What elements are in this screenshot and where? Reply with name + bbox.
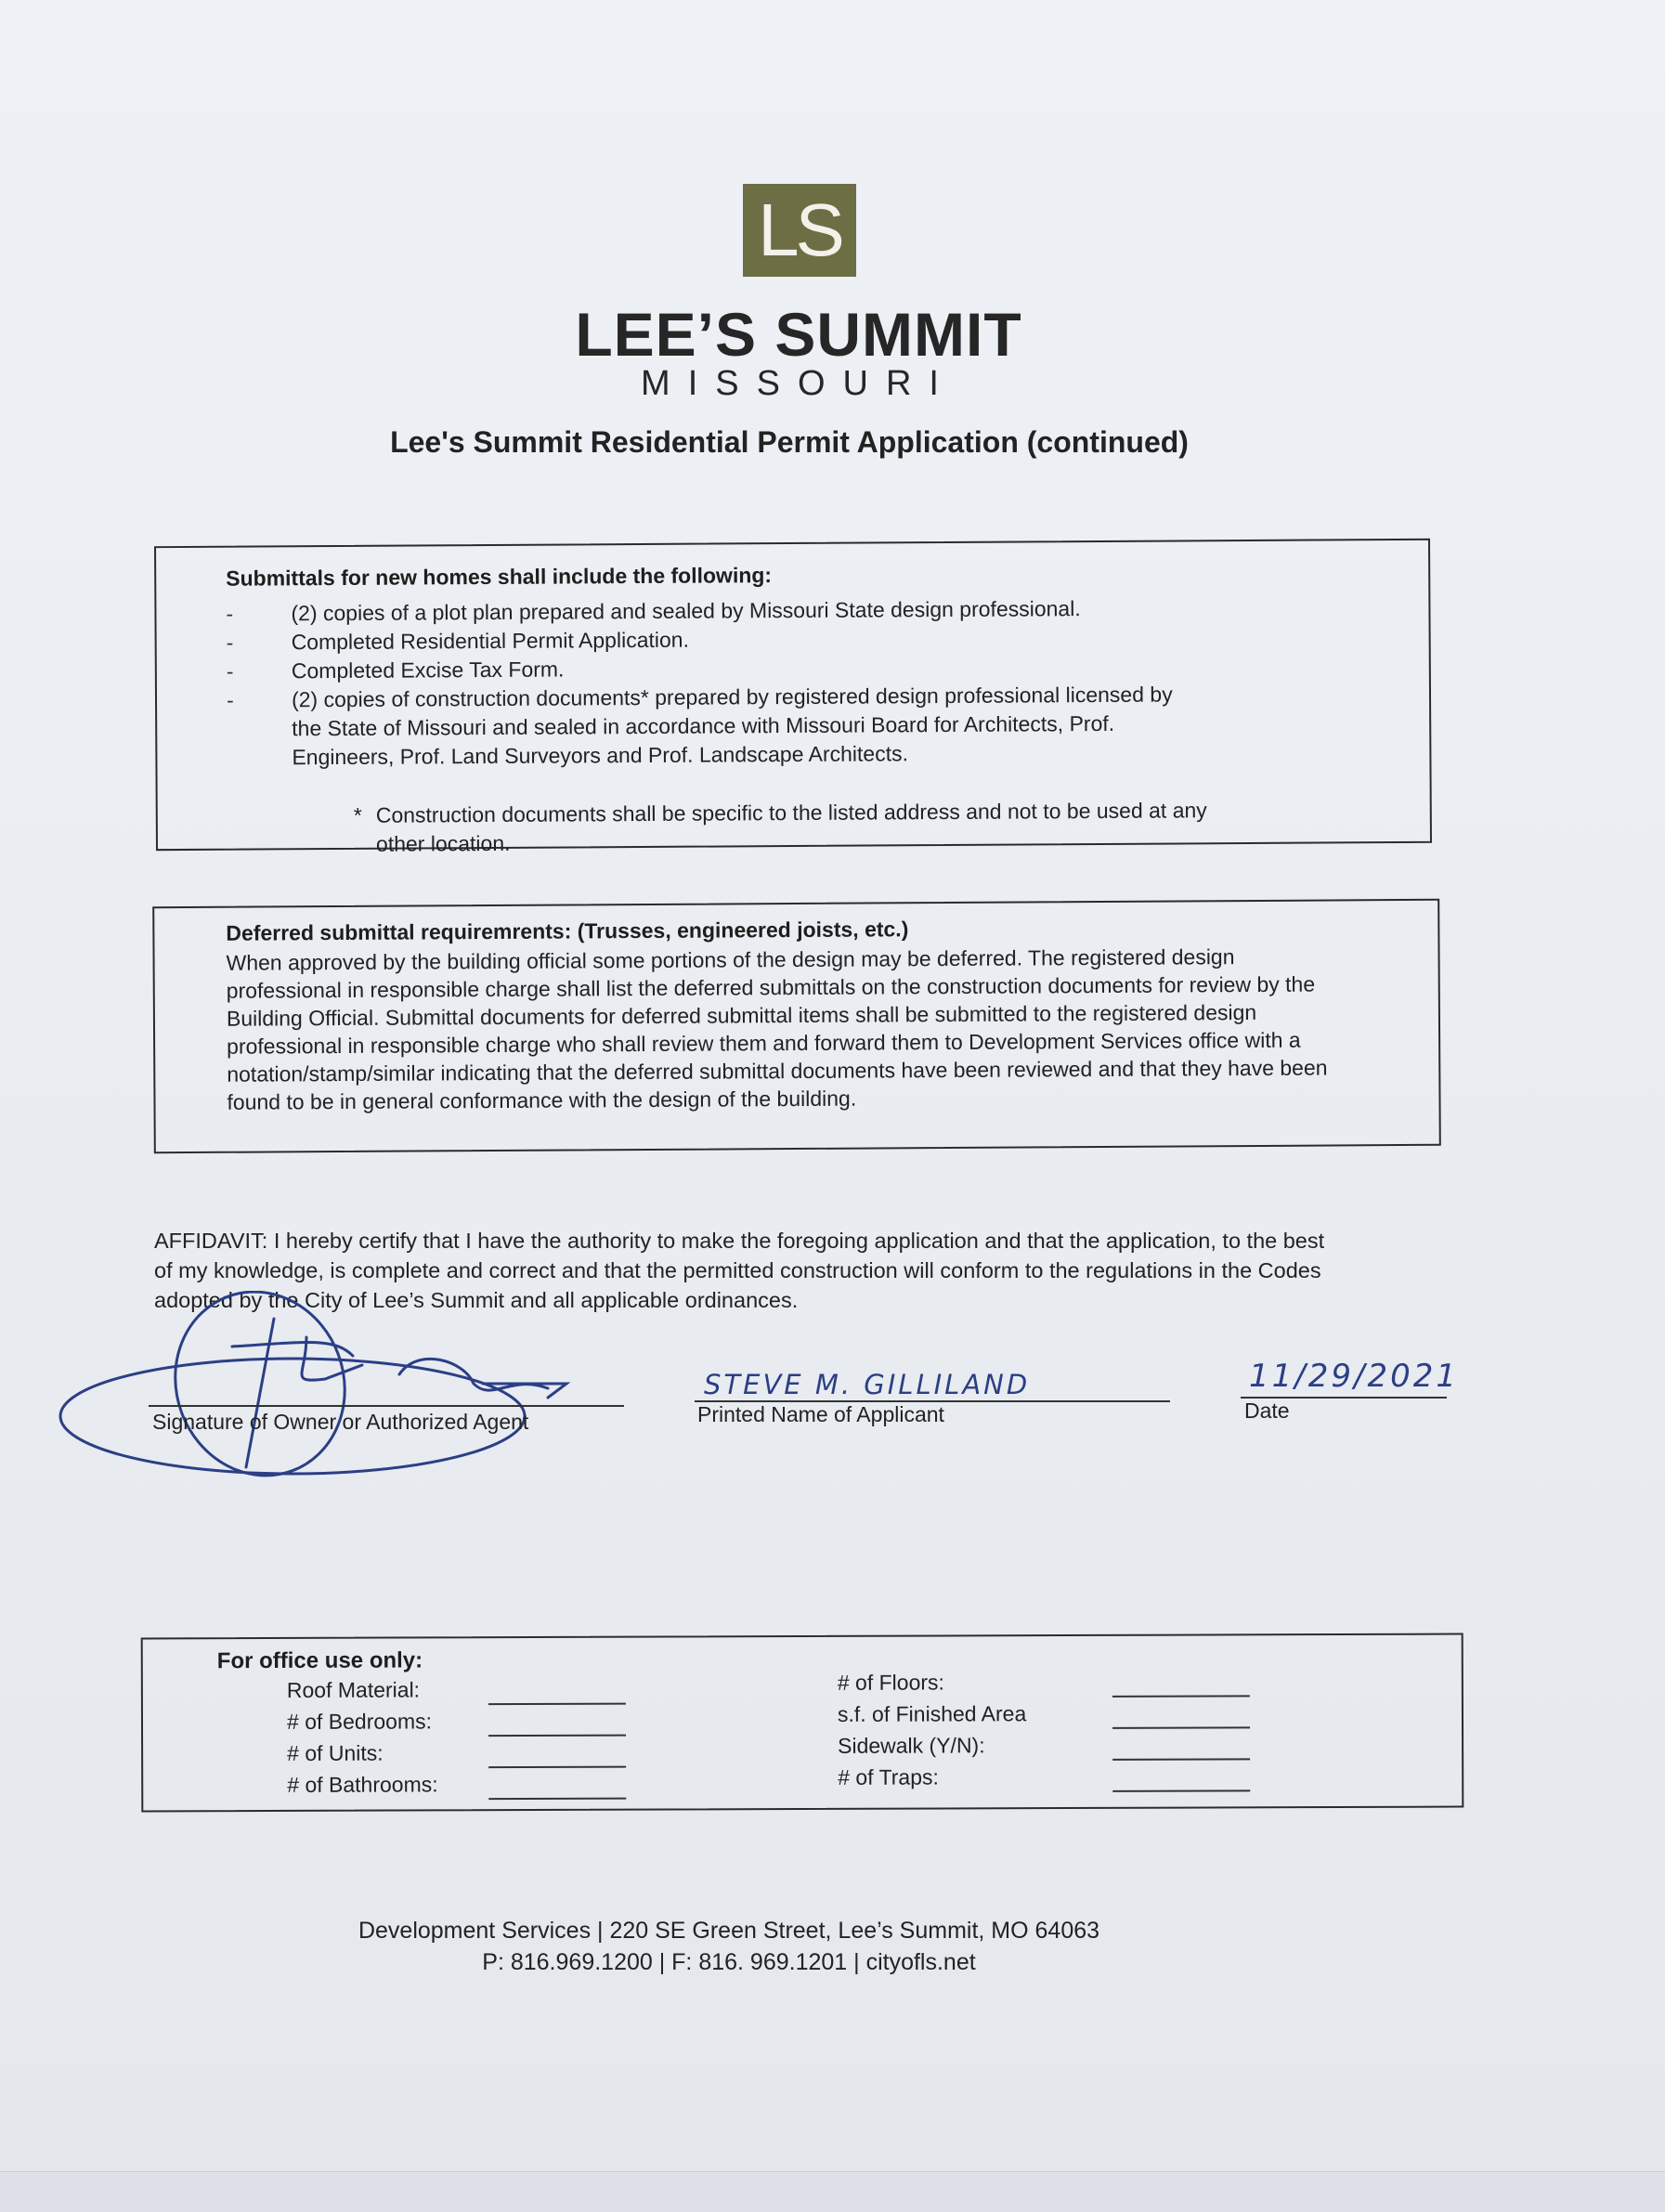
city-name: LEE’S SUMMIT [575,300,1022,369]
deferred-text: When approved by the building official some portions of the design may be deferred. The registered design professional in responsible charge shall list the deferred submittals on the construction documents for review by the Building Official. Submittal documents for deferred submittal items shall be submitted to the registered design professional in responsible charge who shall review them and forward them to Development Services office with a notation/stamp/similar indicating that the deferred submittal documents have been reviewed and that they have been found to be in general conformance with the design of the building. [226,944,1328,1114]
date-value: 11/29/2021 [1249,1358,1459,1395]
sidewalk-field[interactable] [1112,1758,1250,1761]
state-name: MISSOURI [641,364,956,403]
footer-address: Development Services | 220 SE Green Street, Lee’s Summit, MO 64063 [358,1918,1100,1944]
list-item: - (2) copies of a plot plan prepared and sealed by Missouri State design professional. [226,592,1340,628]
list-item: - (2) copies of construction documents* prepared by registered design professional licensed by the State of Missouri and sealed in accordance with Missouri Board for Architects, Prof. Engineers, Prof. Land Surveyors and Prof. Landscape Architects. [227,680,1184,772]
roof-material-field[interactable] [488,1703,626,1706]
scan-background-edge [0,2171,1665,2212]
footer-phone: P: 816.969.1200 | F: 816. 969.1201 | cityofls.net [482,1949,976,1975]
footer-contact [0,1915,1458,1978]
finished-area-field[interactable] [1112,1726,1250,1729]
submittals-list [226,592,1341,772]
floors-field[interactable] [1112,1695,1250,1698]
signature-line [149,1405,624,1407]
date-label: Date [1244,1399,1290,1423]
note-text: Construction documents shall be specific to the listed address and not to be used at any other location. [375,798,1207,856]
submittals-heading: Submittals for new homes shall include the following: [226,563,773,591]
bedrooms-field[interactable] [488,1735,626,1737]
traps-label: # of Traps: [838,1764,939,1789]
sidewalk-label: Sidewalk (Y/N): [838,1733,985,1758]
printed-name-label: Printed Name of Applicant [697,1402,944,1426]
deferred-box [152,899,1441,1153]
units-label: # of Units: [287,1740,384,1765]
office-use-heading: For office use only: [216,1647,423,1674]
office-use-box [141,1633,1464,1813]
handwritten-signature [28,1291,631,1486]
logo-mark: LS [758,189,841,271]
construction-note [353,796,1212,858]
finished-area-label: s.f. of Finished Area [837,1701,1027,1726]
note-asterisk: * [353,802,362,827]
traps-field[interactable] [1112,1789,1250,1792]
printed-name-value: STEVE M. GILLILAND [704,1369,1031,1400]
bedrooms-label: # of Bedrooms: [286,1709,433,1734]
list-item: - Completed Excise Tax Form. [227,650,1341,685]
affidavit-text: AFFIDAVIT: I hereby certify that I have the authority to make the foregoing application and that the application, to the best of my knowledge, is complete and correct and that the permitted construction will conform to the regulations in the Codes adopted by the City of Lee’s Summit and all applicable ordinances. [154,1229,1325,1312]
page-title: Lee's Summit Residential Permit Application (continued) [390,425,1189,459]
list-item: - Completed Residential Permit Application. [227,621,1341,657]
bathrooms-label: # of Bathrooms: [287,1772,438,1797]
floors-label: # of Floors: [837,1670,944,1695]
signature-label: Signature of Owner or Authorized Agent [152,1410,529,1434]
roof-material-label: Roof Material: [286,1677,421,1702]
deferred-heading: Deferred submittal requiremrents: (Trusses, engineered joists, etc.) [226,917,909,945]
units-field[interactable] [488,1766,626,1769]
submittals-box [154,539,1432,856]
bathrooms-field[interactable] [488,1798,626,1801]
city-logo [743,184,856,277]
